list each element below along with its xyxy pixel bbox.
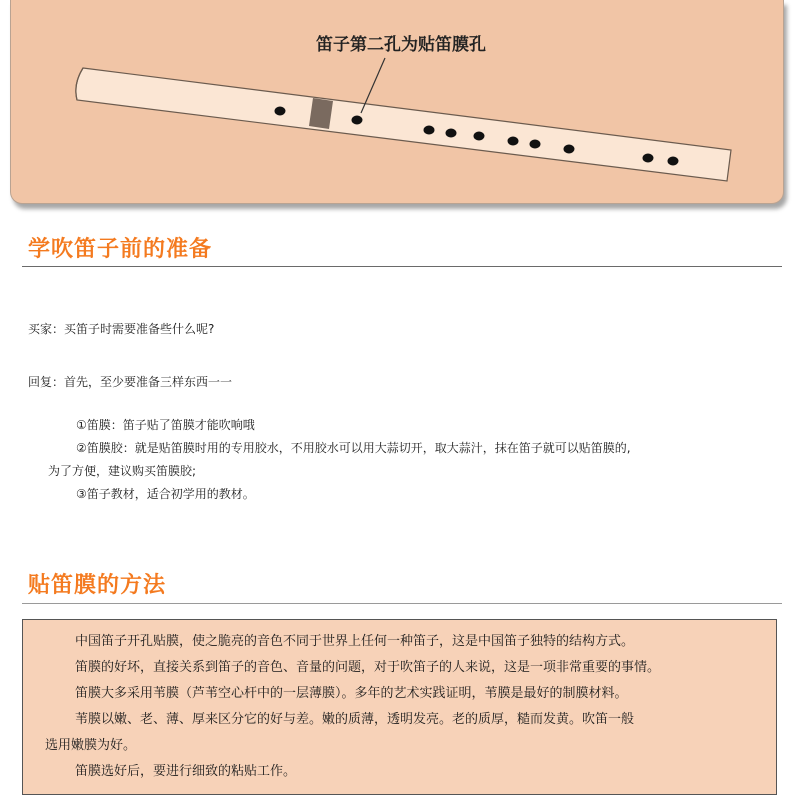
buyer-question: 买家：买笛子时需要准备些什么呢? (28, 322, 215, 336)
flute-caption: 笛子第二孔为贴笛膜孔 (316, 35, 486, 55)
flute-hole-8 (564, 145, 575, 154)
prep-item: ①笛膜：笛子贴了笛膜才能吹响哦 (76, 418, 255, 432)
film-paragraph-continuation: 选用嫩膜为好。 (45, 738, 137, 753)
film-paragraph: 笛膜的好坏，直接关系到笛子的音色、音量的问题，对于吹笛子的人来说，这是一项非常重要的事情。 (75, 660, 661, 675)
flute-hole-6 (508, 137, 519, 146)
flute-hole-1 (275, 107, 286, 116)
flute-illustration-panel (10, 0, 784, 204)
prep-item-continuation: 为了方便，建议购买笛膜胶; (48, 464, 197, 478)
flute-hole-membrane (352, 116, 363, 125)
section-divider-film (22, 603, 782, 604)
flute-body (76, 68, 731, 181)
flute-hole-5 (474, 132, 485, 141)
prep-item: ②笛膜胶：就是贴笛膜时用的专用胶水，不用胶水可以用大蒜切开，取大蒜汁，抹在笛子就可以贴笛膜的, (76, 441, 631, 455)
prep-items-list (28, 414, 768, 506)
flute-hole-7 (530, 140, 541, 149)
film-paragraph: 中国笛子开孔贴膜，使之脆亮的音色不同于世界上任何一种笛子，这是中国笛子独特的结构方式。 (75, 634, 635, 649)
flute-hole-9 (643, 154, 654, 163)
prep-item: ③笛子教材，适合初学用的教材。 (76, 487, 255, 501)
film-paragraph: 苇膜以嫩、老、薄、厚来区分它的好与差。嫩的质薄，透明发亮。老的质厚，糙而发黄。吹笛一般 (75, 712, 635, 727)
section-title-film: 贴笛膜的方法 (28, 573, 167, 598)
flute-hole-10 (668, 157, 679, 166)
film-paragraph: 笛膜选好后，要进行细致的粘贴工作。 (75, 764, 297, 779)
film-paragraph: 笛膜大多采用苇膜（芦苇空心杆中的一层薄膜）。多年的艺术实践证明，苇膜是最好的制膜材料。 (75, 686, 628, 701)
section-title-prep: 学吹笛子前的准备 (28, 237, 213, 262)
film-method-box (22, 619, 777, 795)
seller-answer: 回复：首先，至少要准备三样东西一一 (28, 375, 233, 389)
flute-hole-4 (446, 129, 457, 138)
membrane-band (309, 98, 333, 129)
flute-hole-3 (424, 126, 435, 135)
section-divider-prep (22, 266, 782, 267)
